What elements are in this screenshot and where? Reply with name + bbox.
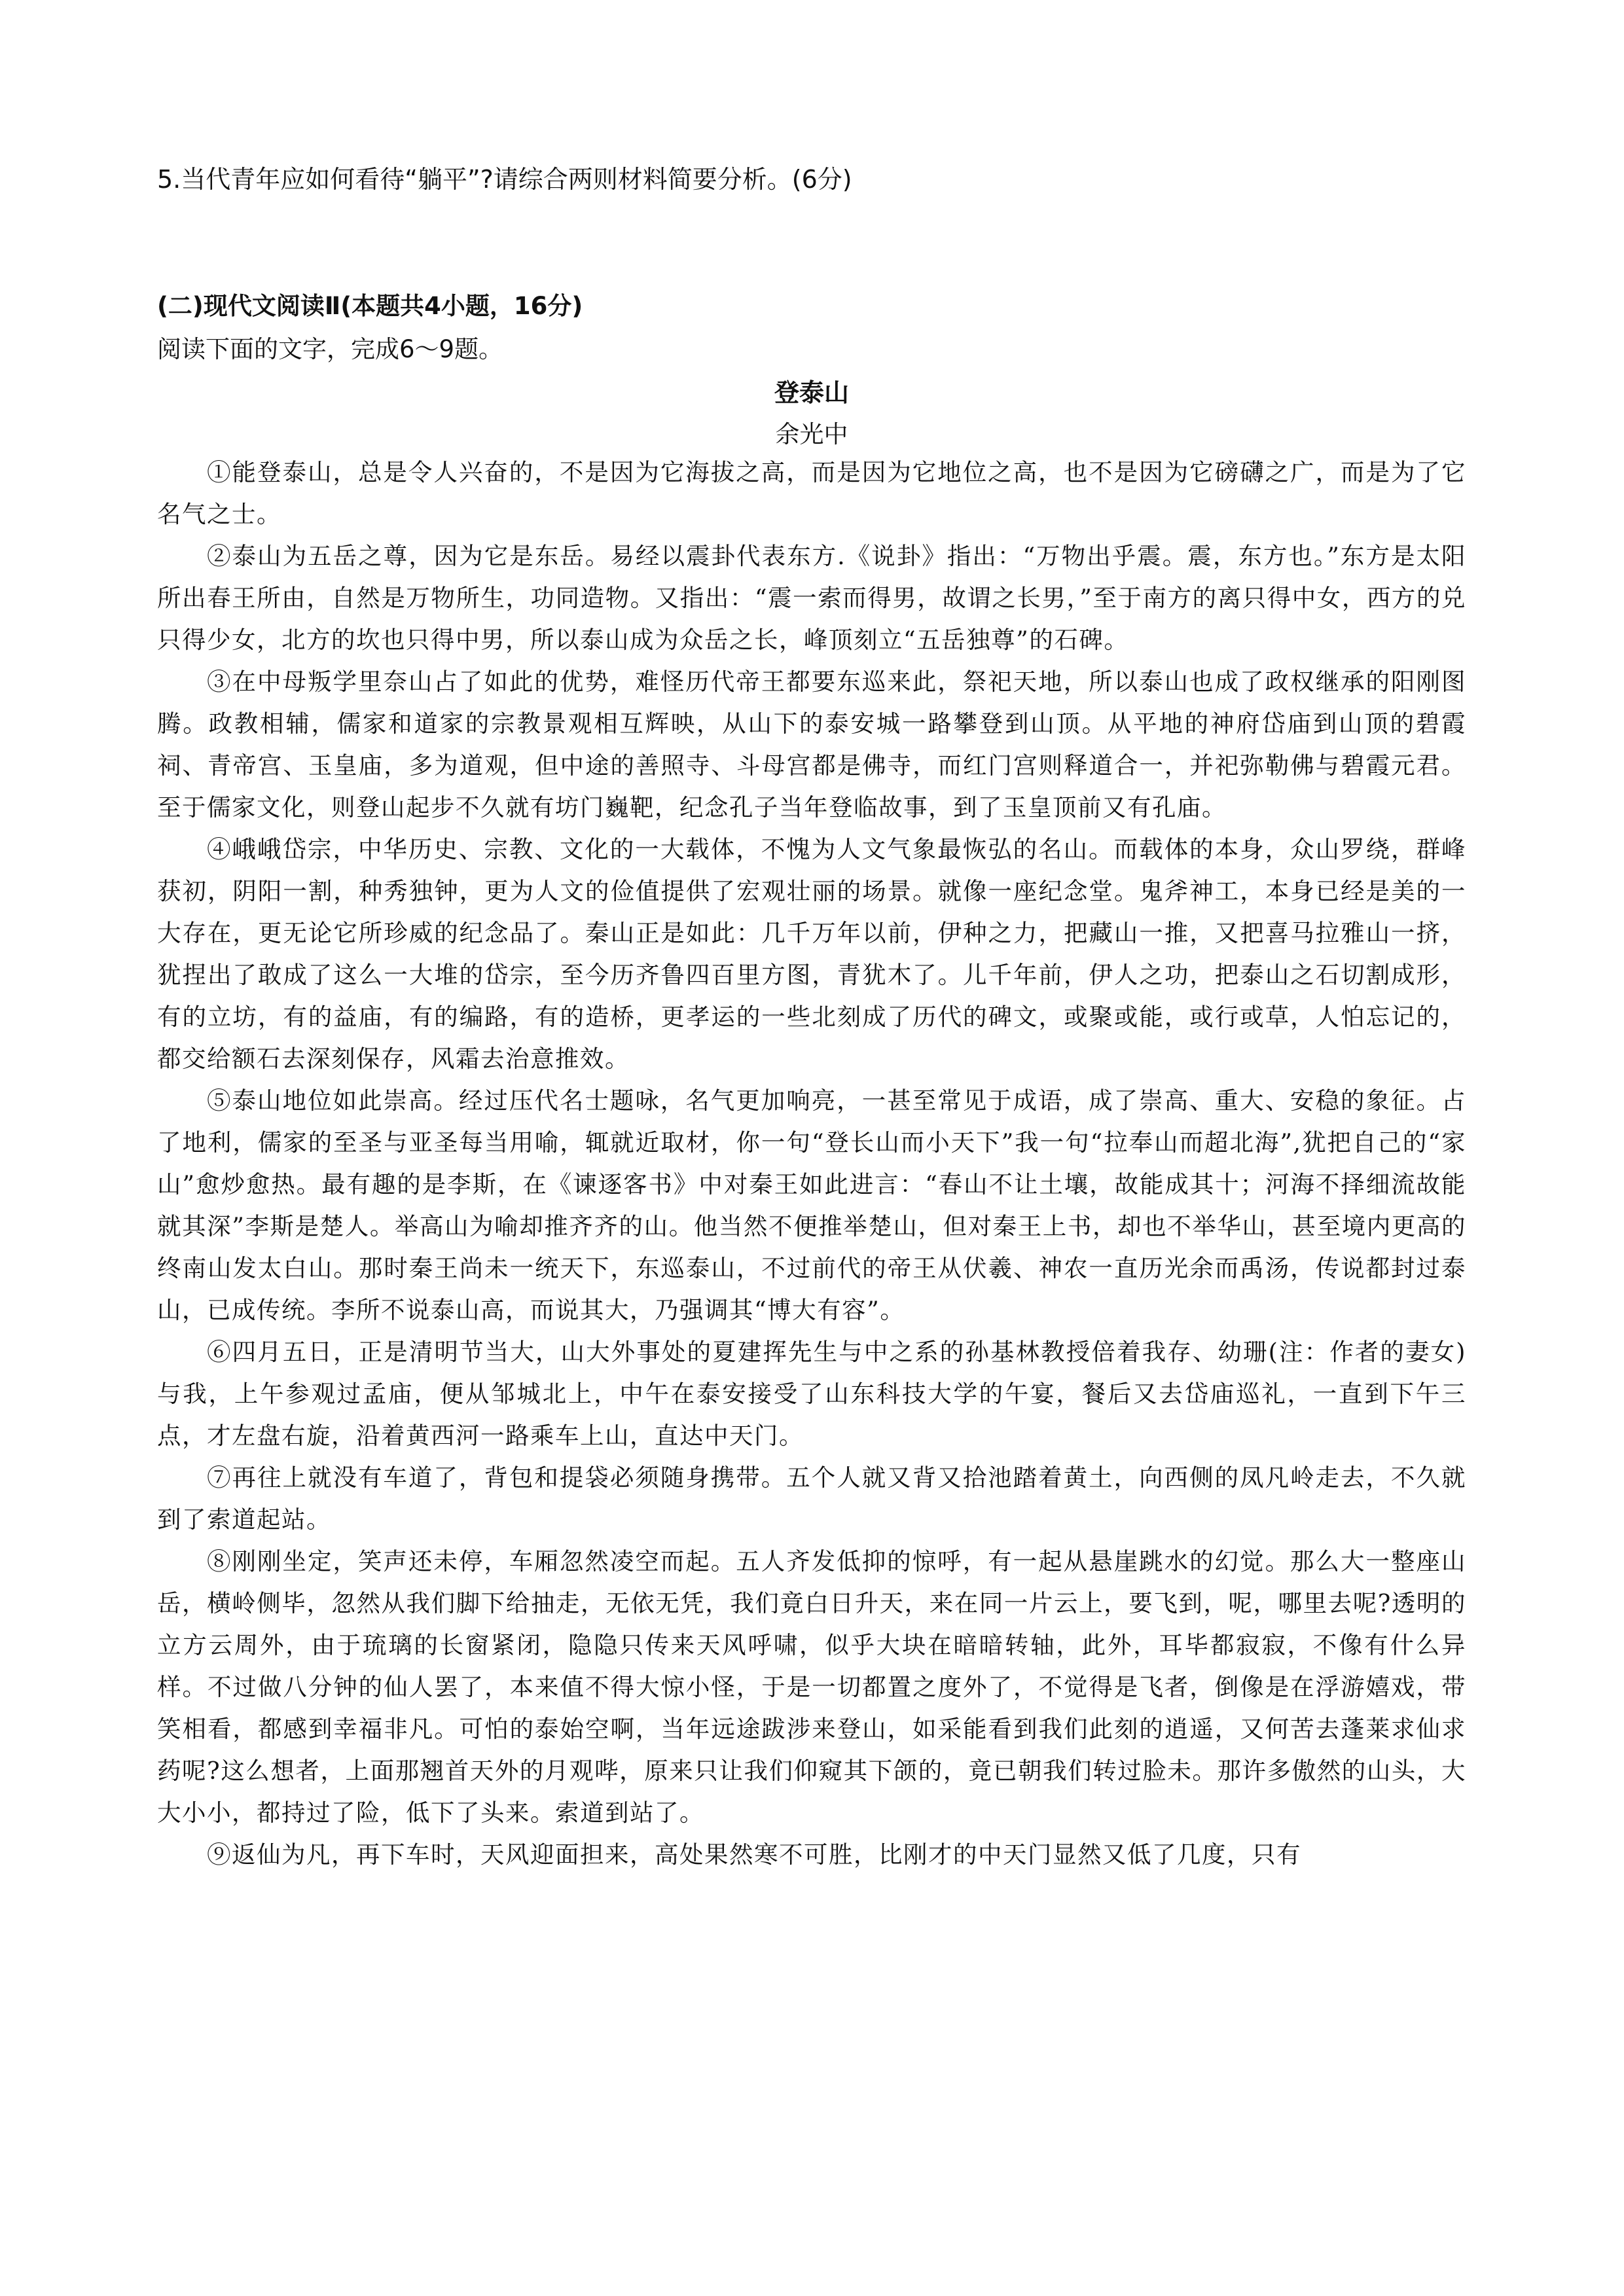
article-body bbox=[157, 452, 1466, 1876]
question-5: 5.当代青年应如何看待“躺平”?请综合两则材料简要分析。(6分) bbox=[157, 165, 852, 194]
article-author: 余光中 bbox=[775, 420, 848, 448]
paragraph-4: ④峨峨岱宗，中华历史、宗教、文化的一大载体，不愧为人文气象最恢弘的名山。而载体的本身，众山罗绕，群峰获初，阴阳一割，种秀独钟，更为人文的俭值提供了宏观壮丽的场景。就像一座纪念堂。鬼斧神工，本身已经是美的一大存在，更无论它所珍威的纪念品了。秦山正是如此：几千万年以前，伊种之力，把藏山一推，又把喜马拉雅山一挤，犹捏出了敢成了这么一大堆的岱宗，至今历齐鲁四百里方图，青犹木了。儿千年前，伊人之功，把泰山之石切割成形，有的立坊，有的益庙，有的编路，有的造桥，更孝运的一些北刻成了历代的碑文，或聚或能，或行或草，人怕忘记的，都交给额石去深刻保存，风霜去治意推效。 bbox=[157, 835, 1466, 1073]
paragraph-5: ⑤泰山地位如此崇高。经过压代名士题咏，名气更加响亮，一甚至常见于成语，成了崇高、重大、安稳的象征。占了地利，儒家的至圣与亚圣每当用喻，辄就近取材，你一句“登长山而小天下”我一句“拉奉山而超北海”,犹把自己的“家山”愈炒愈热。最有趣的是李斯，在《谏逐客书》中对秦王如此进言：“春山不让土壤，故能成其十；河海不择细流故能就其深”李斯是楚人。举高山为喻却推齐齐的山。他当然不便推举楚山，但对秦王上书，却也不举华山，甚至境内更高的终南山发太白山。那时秦王尚未一统天下，东巡泰山，不过前代的帝王从伏羲、神农一直历光余而禹汤，传说都封过泰山，已成传统。李所不说泰山高，而说其大，乃强调其“博大有容”。 bbox=[157, 1086, 1466, 1324]
paragraph-3: ③在中母叛学里奈山占了如此的优势，难怪历代帝王都要东巡来此，祭祀天地，所以泰山也成了政权继承的阳刚图腾。政教相辅，儒家和道家的宗教景观相互辉映，从山下的泰安城一路攀登到山顶。从平地的神府岱庙到山顶的碧霞祠、青帝宫、玉皇庙，多为道观，但中途的善照寺、斗母宫都是佛寺，而红门宫则释道合一，并祀弥勒佛与碧霞元君。至于儒家文化，则登山起步不久就有坊门巍靶，纪念孔子当年登临故事，到了玉皇顶前又有孔庙。 bbox=[157, 668, 1466, 821]
paragraph-9: ⑨返仙为凡，再下车时，天风迎面担来，高处果然寒不可胜，比刚才的中天门显然又低了几度，只有 bbox=[207, 1840, 1301, 1869]
paragraph-1: ①能登泰山，总是令人兴奋的，不是因为它海拔之高，而是因为它地位之高，也不是因为它磅礴之广，而是为了它名气之士。 bbox=[157, 458, 1466, 528]
paragraph-2: ②泰山为五岳之尊，因为它是东岳。易经以震卦代表东方.《说卦》指出：“万物出乎震。震，东方也。”东方是太阳所出春王所由，自然是万物所生，功同造物。又指出：“震一索而得男，故谓之长男，”至于南方的离只得中女，西方的兑只得少女，北方的坎也只得中男，所以泰山成为众岳之长，峰顶刻立“五岳独尊”的石碑。 bbox=[157, 542, 1466, 654]
article-title: 登泰山 bbox=[774, 378, 849, 407]
reading-instruction: 阅读下面的文字，完成6～9题。 bbox=[157, 335, 503, 363]
section-heading: (二)现代文阅读Ⅱ(本题共4小题，16分) bbox=[157, 292, 583, 320]
paragraph-6: ⑥四月五日，正是清明节当大，山大外事处的夏建挥先生与中之系的孙基林教授倍着我存、幼珊(注：作者的妻女)与我，上午参观过孟庙，便从邹城北上，中午在泰安接受了山东科技大学的午宴，餐后又去岱庙巡礼，一直到下午三点，才左盘右旋，沿着黄西河一路乘车上山，直达中天门。 bbox=[157, 1338, 1466, 1450]
paragraph-8: ⑧刚刚坐定，笑声还未停，车厢忽然凌空而起。五人齐发低抑的惊呼，有一起从悬崖跳水的幻觉。那么大一整座山岳，横岭侧毕，忽然从我们脚下给抽走，无依无凭，我们竟白日升天，来在同一片云上，要飞到，呢，哪里去呢?透明的立方云周外，由于琉璃的长窗紧闭，隐隐只传来天风呼啸，似乎大块在暗暗转轴，此外，耳毕都寂寂，不像有什么异样。不过做八分钟的仙人罢了，本来值不得大惊小怪，于是一切都置之度外了，不觉得是飞者，倒像是在浮游嬉戏，带笑相看，都感到幸福非凡。可怕的泰始空啊，当年远途跋涉来登山，如采能看到我们此刻的逍遥，又何苦去蓬莱求仙求药呢?这么想者，上面那翘首天外的月观哔，原来只让我们仰窥其下颌的，竟已朝我们转过脸未。那许多傲然的山头，大大小小，都持过了险，低下了头来。索道到站了。 bbox=[157, 1547, 1466, 1827]
paragraph-7: ⑦再往上就没有车道了，背包和提袋必须随身携带。五个人就又背又拾池踏着黄土，向西侧的凤凡岭走去，不久就到了索道起站。 bbox=[157, 1463, 1466, 1534]
